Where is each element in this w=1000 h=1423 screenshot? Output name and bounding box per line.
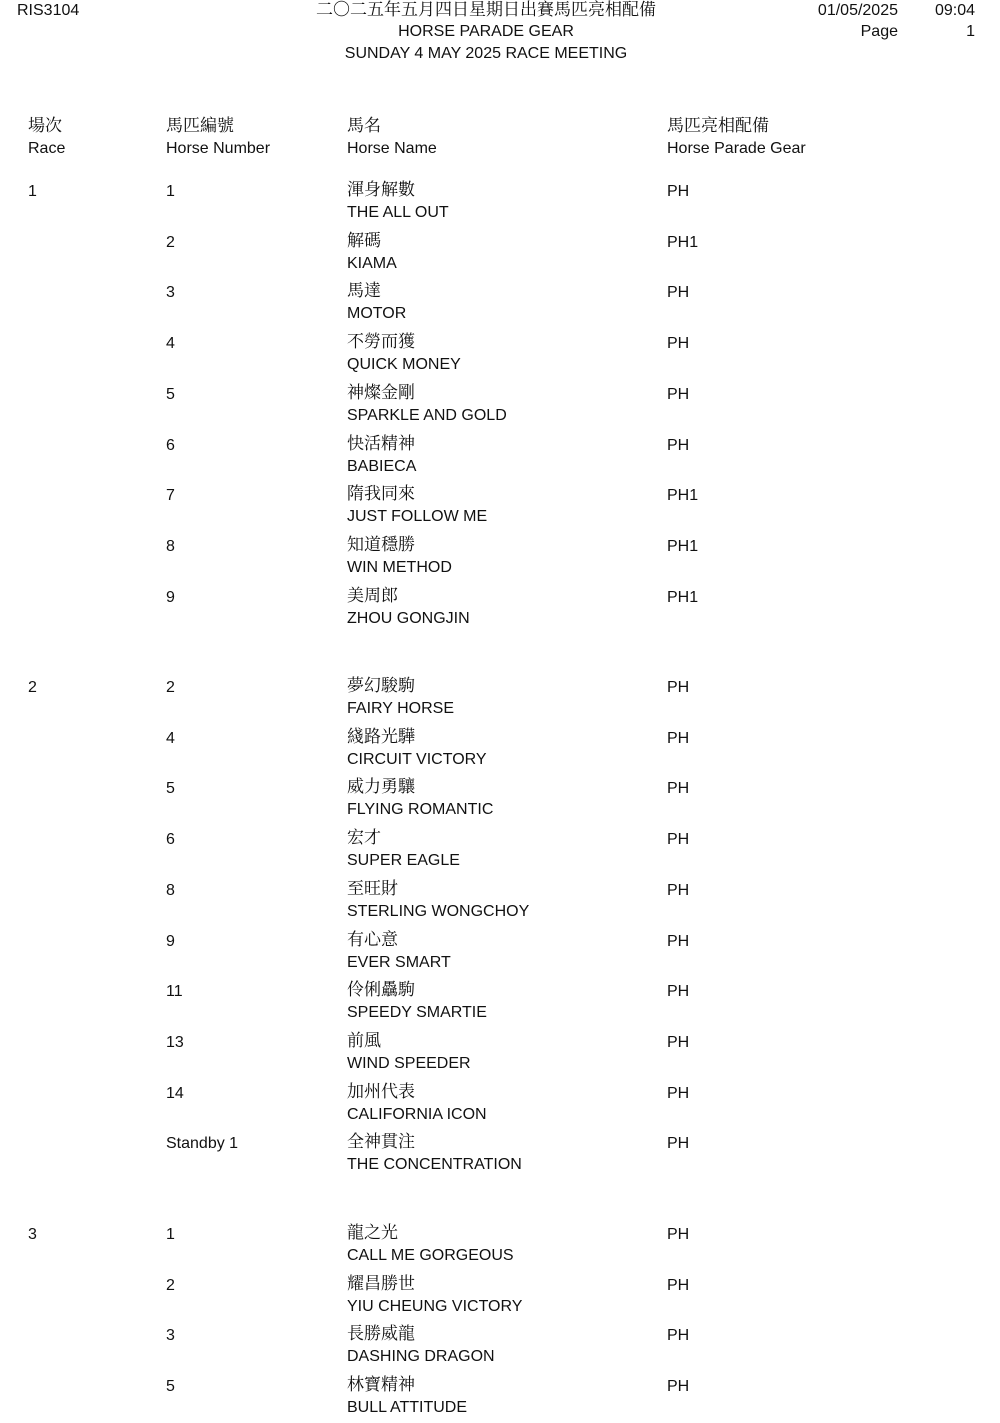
column-number-zh: 馬匹編號 [166,116,234,136]
horse-name-zh: 快活精神 [347,434,415,454]
horse-name-zh: 耀昌勝世 [347,1274,415,1294]
parade-gear: PH [667,437,690,454]
parade-gear: PH [667,1085,690,1102]
horse-name-en: QUICK MONEY [347,356,461,373]
parade-gear: PH [667,183,690,200]
horse-number: 3 [166,284,175,301]
horse-name-zh: 前風 [347,1031,381,1051]
horse-number: 5 [166,1378,175,1395]
column-name-zh: 馬名 [347,116,381,136]
column-gear-zh: 馬匹亮相配備 [667,116,769,136]
column-name-en: Horse Name [347,140,437,157]
report-title-zh: 二〇二五年五月四日星期日出賽馬匹亮相配備 [316,0,656,20]
horse-name-en: CALIFORNIA ICON [347,1106,487,1123]
race-number: 2 [28,679,37,696]
horse-number: 2 [166,1277,175,1294]
horse-number: 1 [166,183,175,200]
horse-name-zh: 綫路光驊 [347,727,415,747]
horse-number: 13 [166,1034,184,1051]
horse-name-en: YIU CHEUNG VICTORY [347,1298,523,1315]
report-subtitle: SUNDAY 4 MAY 2025 RACE MEETING [344,45,628,62]
horse-name-en: THE ALL OUT [347,204,449,221]
horse-name-en: DASHING DRAGON [347,1348,495,1365]
column-race-en: Race [28,140,66,157]
report-time: 09:04 [934,2,975,19]
horse-number: 5 [166,780,175,797]
parade-gear: PH [667,1327,690,1344]
horse-name-zh: 宏才 [347,828,381,848]
parade-gear: PH [667,386,690,403]
horse-name-zh: 夢幻駿駒 [347,676,415,696]
horse-number: 1 [166,1226,175,1243]
horse-number: 5 [166,386,175,403]
horse-name-en: WIND SPEEDER [347,1055,471,1072]
horse-number: 8 [166,882,175,899]
parade-gear: PH1 [667,589,699,606]
race-number: 1 [28,183,37,200]
horse-name-en: BULL ATTITUDE [347,1399,468,1416]
horse-name-en: STERLING WONGCHOY [347,903,530,920]
horse-number: 7 [166,487,175,504]
parade-gear: PH [667,1378,690,1395]
horse-number: 11 [166,983,183,1000]
horse-name-zh: 加州代表 [347,1082,415,1102]
horse-name-zh: 神燦金剛 [347,383,415,403]
report-code: RIS3104 [17,2,80,19]
horse-name-en: SPEEDY SMARTIE [347,1004,487,1021]
horse-number: 8 [166,538,175,555]
horse-name-zh: 隋我同來 [347,484,415,504]
horse-name-zh: 伶俐驫駒 [347,980,415,1000]
horse-name-zh: 解碼 [347,231,381,251]
horse-name-zh: 知道穩勝 [347,535,415,555]
parade-gear: PH [667,831,690,848]
parade-gear: PH [667,335,690,352]
horse-name-zh: 不勞而獲 [347,332,415,352]
horse-name-zh: 至旺財 [347,879,398,899]
horse-name-en: KIAMA [347,255,397,272]
parade-gear: PH1 [667,538,699,555]
horse-number: 4 [166,730,175,747]
horse-number: 4 [166,335,175,352]
parade-gear: PH1 [667,234,699,251]
horse-number: 9 [166,933,175,950]
horse-name-en: FLYING ROMANTIC [347,801,494,818]
parade-gear: PH [667,1226,690,1243]
horse-name-en: MOTOR [347,305,407,322]
horse-name-en: ZHOU GONGJIN [347,610,470,627]
horse-name-en: BABIECA [347,458,417,475]
parade-gear: PH [667,679,690,696]
column-race-zh: 場次 [28,116,62,136]
horse-name-en: EVER SMART [347,954,451,971]
horse-name-zh: 龍之光 [347,1223,398,1243]
column-number-en: Horse Number [166,140,271,157]
horse-number: 6 [166,437,175,454]
race-number: 3 [28,1226,37,1243]
horse-name-zh: 威力勇驤 [347,777,415,797]
horse-name-en: THE CONCENTRATION [347,1156,522,1173]
horse-number: 14 [166,1085,184,1102]
parade-gear: PH [667,1135,690,1152]
parade-gear: PH [667,780,690,797]
horse-name-zh: 有心意 [347,930,398,950]
horse-name-zh: 美周郎 [347,586,398,606]
horse-name-en: JUST FOLLOW ME [347,508,488,525]
horse-name-en: SUPER EAGLE [347,852,460,869]
horse-name-zh: 長勝威龍 [347,1324,415,1344]
report-title-en: HORSE PARADE GEAR [398,23,574,40]
horse-number: 2 [166,234,175,251]
horse-name-en: WIN METHOD [347,559,452,576]
parade-gear: PH [667,730,690,747]
horse-name-en: CALL ME GORGEOUS [347,1247,514,1264]
parade-gear: PH [667,1277,690,1294]
report-date: 01/05/2025 [817,2,898,19]
parade-gear: PH [667,933,690,950]
horse-number: 6 [166,831,175,848]
horse-number: 2 [166,679,175,696]
parade-gear: PH1 [667,487,699,504]
horse-name-en: FAIRY HORSE [347,700,454,717]
horse-number: 9 [166,589,175,606]
page-label: Page [860,23,898,40]
horse-name-zh: 渾身解數 [347,180,415,200]
page-number: 1 [966,23,975,40]
horse-name-zh: 林寶精神 [347,1375,415,1395]
horse-name-zh: 馬達 [347,281,381,301]
horse-number: Standby 1 [166,1135,239,1152]
parade-gear: PH [667,284,690,301]
column-gear-en: Horse Parade Gear [667,140,806,157]
horse-name-zh: 全神貫注 [347,1132,415,1152]
horse-number: 3 [166,1327,175,1344]
parade-gear: PH [667,1034,690,1051]
horse-name-en: CIRCUIT VICTORY [347,751,487,768]
parade-gear: PH [667,882,690,899]
horse-name-en: SPARKLE AND GOLD [347,407,507,424]
parade-gear: PH [667,983,690,1000]
